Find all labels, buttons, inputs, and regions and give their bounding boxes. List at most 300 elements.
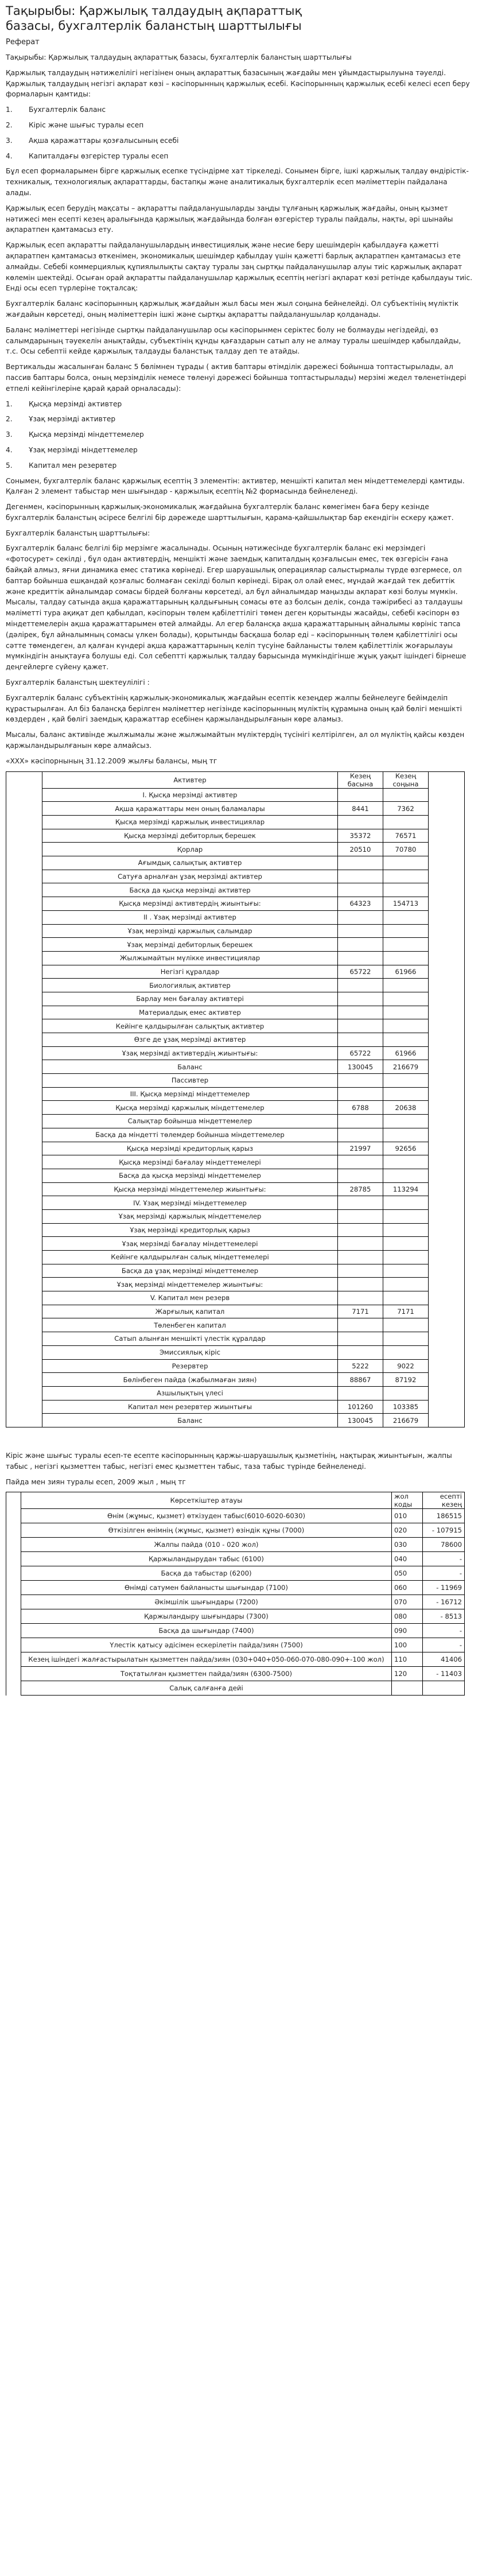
table-row bbox=[6, 1652, 465, 1667]
balance-sections-list bbox=[6, 399, 475, 471]
item-name-cell: Сатуға арналған ұзақ мерзімді активтер bbox=[42, 870, 338, 883]
end-value-cell: 9022 bbox=[383, 1359, 429, 1373]
item-name-cell: Қысқа мерзімді дебиторлық берешек bbox=[42, 829, 338, 843]
end-value-cell bbox=[383, 1278, 429, 1291]
period-value-cell: есепті кезең bbox=[423, 1492, 465, 1509]
indicator-name-cell: Салық салғанға дейі bbox=[21, 1681, 392, 1696]
table-row bbox=[6, 1209, 465, 1223]
end-value-cell bbox=[383, 910, 429, 924]
start-value-cell bbox=[338, 1074, 383, 1088]
table-row bbox=[6, 1046, 465, 1060]
item-name-cell: Салықтар бойынша міндеттемелер bbox=[42, 1115, 338, 1128]
end-value-cell bbox=[383, 1237, 429, 1251]
item-name-cell: Резервтер bbox=[42, 1359, 338, 1373]
indicator-name-cell: Басқа да шығындар (7400) bbox=[21, 1624, 392, 1638]
item-name-cell: Ақша қаражаттары мен оның баламалары bbox=[42, 802, 338, 816]
start-value-cell bbox=[338, 1386, 383, 1400]
table-row bbox=[6, 788, 465, 802]
end-value-cell bbox=[383, 1074, 429, 1088]
start-value-cell: 130045 bbox=[338, 1414, 383, 1427]
list-text: Капиталдағы өзгерістер туралы есеп bbox=[29, 152, 169, 160]
list-text: Қысқа мерзімді активтер bbox=[29, 399, 122, 408]
balance-section-item bbox=[6, 414, 475, 425]
table-frame-cell bbox=[6, 1523, 21, 1538]
item-name-cell: Басқа да ұзақ мерзімді міндеттемелер bbox=[42, 1264, 338, 1278]
table-frame-cell bbox=[429, 965, 465, 979]
start-value-cell bbox=[338, 1278, 383, 1291]
period-value-cell: - 107915 bbox=[423, 1523, 465, 1538]
item-name-cell: I. Қысқа мерзімді активтер bbox=[42, 788, 338, 802]
item-name-cell: Төленбеген капитал bbox=[42, 1318, 338, 1332]
end-value-cell bbox=[383, 1386, 429, 1400]
body-section-a bbox=[6, 166, 475, 394]
table-frame-cell bbox=[429, 1101, 465, 1115]
table-row bbox=[6, 1128, 465, 1142]
item-name-cell: Қысқа мерзімді қаржылық міндеттемелер bbox=[42, 1101, 338, 1115]
end-value-cell: 113294 bbox=[383, 1182, 429, 1196]
body-paragraph: Пайда мен зиян туралы есеп, 2009 жыл , мың тг bbox=[6, 1477, 186, 1486]
table-frame-cell bbox=[6, 816, 42, 829]
table-frame-cell bbox=[6, 1332, 42, 1346]
table-frame-cell bbox=[6, 1115, 42, 1128]
end-value-cell bbox=[383, 924, 429, 938]
table-frame-cell bbox=[429, 1060, 465, 1074]
table-frame-cell bbox=[429, 1142, 465, 1155]
page-title: Тақырыбы: Қаржылық талдаудың ақпараттық базасы, бухгалтерлік баланстың шарттылығы bbox=[6, 4, 302, 33]
list-text: Ұзақ мерзімді міндеттемелер bbox=[29, 445, 138, 454]
table-row bbox=[6, 816, 465, 829]
period-value-cell: - bbox=[423, 1552, 465, 1566]
list-text: Ақша қаражаттары қозғалысының есебі bbox=[29, 136, 179, 145]
indicator-name-cell: Қаржыландырудан табыс (6100) bbox=[21, 1552, 392, 1566]
start-value-cell bbox=[338, 1196, 383, 1210]
body-paragraph: Кіріс және шығыс туралы есеп-те есепте кәсіпорынның қаржы-шаруашылық қызметінің, нақтырақ жиынтығын, жалпы табыс , негізгі қызметтен табыс, негізгі емес қызметтен табыс, таза табыс түрінде бейнеленеді. bbox=[6, 1451, 452, 1471]
table-row bbox=[6, 856, 465, 870]
list-number: 4. bbox=[6, 445, 13, 454]
balance-section-item bbox=[6, 445, 475, 456]
line-code-cell: 020 bbox=[392, 1523, 423, 1538]
table-frame-cell bbox=[429, 1155, 465, 1169]
indicator-name-cell: Тоқтатылған қызметтен пайда/зиян (6300-7500) bbox=[21, 1667, 392, 1681]
table-row bbox=[6, 843, 465, 856]
indicator-name-cell: Қаржыландыру шығындары (7300) bbox=[21, 1609, 392, 1624]
item-name-cell: Эмиссиялық кіріс bbox=[42, 1345, 338, 1359]
item-name-cell: Кейінге қалдырылған салықтық активтер bbox=[42, 1019, 338, 1033]
table-row bbox=[6, 1332, 465, 1346]
table-frame-cell bbox=[6, 802, 42, 816]
table-frame-cell bbox=[6, 1223, 42, 1237]
start-value-cell bbox=[338, 1251, 383, 1264]
line-code-cell bbox=[392, 1681, 423, 1696]
item-name-cell: Басқа да қысқа мерзімді активтер bbox=[42, 883, 338, 897]
table-frame-cell bbox=[6, 788, 42, 802]
table-frame-cell bbox=[429, 1251, 465, 1264]
item-name-cell: Биологиялық активтер bbox=[42, 979, 338, 992]
table-row bbox=[6, 1359, 465, 1373]
end-value-cell: 216679 bbox=[383, 1060, 429, 1074]
indicator-name-cell: Үлестік қатысу әдісімен ескерілетін пайда/зиян (7500) bbox=[21, 1638, 392, 1652]
table-frame-cell bbox=[6, 1142, 42, 1155]
item-name-cell: Қысқа мерзімді активтердің жиынтығы: bbox=[42, 897, 338, 911]
end-value-cell: 103385 bbox=[383, 1400, 429, 1414]
body-paragraph: Бұл есеп формаларымен бірге қаржылық есепке түсіндірме хат тіркеледі. Сонымен бірге, ішкі қаржылық талдау өндірістік-техникалық, технологиялық ақпараттарды, бастапқы және аналитикалық бухгалтерлік есеп мәліметтерін пайдалана алады. bbox=[6, 167, 469, 197]
table-frame-cell bbox=[6, 1624, 21, 1638]
body-paragraph: Баланс мәліметтері негізінде сыртқы пайдаланушылар осы кәсіпорынмен серіктес болу не болмауды негіздейді, өз салымдарының тәуекелін анықтайды, субъектінің құнды қағаздарын сатып алу не алмау туралы шешімдер қабылдайды, т.с. Осы себептіі кейде қаржылық талдауды баланстық талдау деп те атайды. bbox=[6, 325, 461, 356]
end-value-cell bbox=[383, 992, 429, 1006]
table-frame-cell bbox=[429, 910, 465, 924]
start-value-cell bbox=[338, 1264, 383, 1278]
end-value-cell bbox=[383, 870, 429, 883]
table-frame-cell bbox=[429, 1278, 465, 1291]
balance-table bbox=[6, 771, 465, 1427]
table-frame-cell bbox=[6, 1169, 42, 1182]
item-name-cell: Ұзақ мерзімді қаржылық міндеттемелер bbox=[42, 1209, 338, 1223]
table-frame-cell bbox=[6, 1074, 42, 1088]
item-name-cell: Барлау мен бағалау активтері bbox=[42, 992, 338, 1006]
table-frame-cell bbox=[429, 1128, 465, 1142]
balance-section-item bbox=[6, 429, 475, 440]
start-value-cell bbox=[338, 1155, 383, 1169]
table-frame-cell bbox=[6, 1667, 21, 1681]
end-value-cell bbox=[383, 1251, 429, 1264]
table-row bbox=[6, 1400, 465, 1414]
indicator-name-cell: Өнімді сатумен байланысты шығындар (7100) bbox=[21, 1581, 392, 1595]
end-value-cell bbox=[383, 856, 429, 870]
period-value-cell: - 8513 bbox=[423, 1609, 465, 1624]
item-name-cell: II . Ұзақ мерзімді активтер bbox=[42, 910, 338, 924]
body-paragraph: Бухгалтерлік баланстың шектеулілігі : bbox=[6, 678, 150, 687]
body-paragraph: Сонымен, бухгалтерлік баланс қаржылық есептің 3 элементін: активтер, меншікті капитал мен міндеттемелерді қамтиды. Қалған 2 элемент табыстар мен шығындар - қаржылық есептің №2 формасында бейнеленеді. bbox=[6, 476, 465, 496]
table-row bbox=[6, 883, 465, 897]
start-value-cell bbox=[338, 1006, 383, 1019]
table-row bbox=[6, 1386, 465, 1400]
table-row bbox=[6, 1638, 465, 1652]
period-value-cell: - 11969 bbox=[423, 1581, 465, 1595]
table-row bbox=[6, 1552, 465, 1566]
table-row bbox=[6, 1414, 465, 1427]
start-value-cell: 7171 bbox=[338, 1305, 383, 1318]
table-frame-cell bbox=[6, 951, 42, 965]
item-name-cell: Қысқа мерзімді міндеттемелер жиынтығы: bbox=[42, 1182, 338, 1196]
start-value-cell bbox=[338, 938, 383, 952]
list-text: Қысқа мерзімді міндеттемелер bbox=[29, 430, 144, 439]
table-frame-cell bbox=[429, 1414, 465, 1427]
end-value-cell bbox=[383, 788, 429, 802]
table-row bbox=[6, 992, 465, 1006]
start-value-cell bbox=[338, 788, 383, 802]
table-frame-cell bbox=[429, 1237, 465, 1251]
document-page bbox=[0, 3, 486, 1696]
end-value-cell bbox=[383, 1169, 429, 1182]
table-frame-cell bbox=[6, 938, 42, 952]
table-frame-cell bbox=[429, 1087, 465, 1101]
list-number: 2. bbox=[6, 415, 13, 424]
table-row bbox=[6, 1019, 465, 1033]
balance-section-item bbox=[6, 460, 475, 471]
table-frame-cell bbox=[429, 1373, 465, 1387]
table-row bbox=[6, 1305, 465, 1318]
item-name-cell: Баланс bbox=[42, 1414, 338, 1427]
table-frame-cell bbox=[6, 883, 42, 897]
item-name-cell: Азшылықтың үлесі bbox=[42, 1386, 338, 1400]
end-value-cell: 92656 bbox=[383, 1142, 429, 1155]
line-code-cell: 030 bbox=[392, 1538, 423, 1552]
table-frame-cell bbox=[6, 1492, 21, 1509]
period-value-cell: - bbox=[423, 1566, 465, 1581]
table-frame-cell bbox=[429, 1006, 465, 1019]
end-value-cell bbox=[383, 1033, 429, 1047]
report-form-item bbox=[6, 120, 475, 131]
period-value-cell: 186515 bbox=[423, 1509, 465, 1523]
table-frame-cell bbox=[429, 1115, 465, 1128]
line-code-cell: 010 bbox=[392, 1509, 423, 1523]
table-frame-cell bbox=[429, 1291, 465, 1305]
start-value-cell bbox=[338, 816, 383, 829]
body-paragraph: Бухгалтерлік баланс субъектінің қаржылық-экономикалық жағдайын есептік кезеңдер жалпы бейнелеуге бейімделіп құрастырылған. Ал біз балансқа берілген мәліметтер негізінде кәсіпорынның мүліктің құрамына оның қай бөлігі меншікті көздерден , қай бөлігі заемдық қаражаттар есебінен қаржыландырылғанын көре аламыз. bbox=[6, 693, 462, 724]
table-frame-cell bbox=[6, 1566, 21, 1581]
table-frame-cell bbox=[6, 1638, 21, 1652]
end-value-cell bbox=[383, 1006, 429, 1019]
item-name-cell: Баланс bbox=[42, 1060, 338, 1074]
item-name-cell: Басқа да міндетті төлемдер бойынша міндеттемелер bbox=[42, 1128, 338, 1142]
list-number: 5. bbox=[6, 461, 13, 470]
table-frame-cell bbox=[429, 1345, 465, 1359]
start-value-cell: 6788 bbox=[338, 1101, 383, 1115]
table-row bbox=[6, 1223, 465, 1237]
item-name-cell: Басқа да қысқа мерзімді міндеттемелер bbox=[42, 1169, 338, 1182]
list-text: Ұзақ мерзімді активтер bbox=[29, 415, 116, 424]
table-row bbox=[6, 1681, 465, 1696]
report-form-item bbox=[6, 135, 475, 146]
start-value-cell: 101260 bbox=[338, 1400, 383, 1414]
start-value-cell bbox=[338, 1237, 383, 1251]
table-frame-cell bbox=[6, 1033, 42, 1047]
item-name-cell: Ұзақ мерзімді активтердің жиынтығы: bbox=[42, 1046, 338, 1060]
line-code-cell: 120 bbox=[392, 1667, 423, 1681]
start-value-cell: 8441 bbox=[338, 802, 383, 816]
start-value-cell bbox=[338, 951, 383, 965]
list-number: 4. bbox=[6, 152, 13, 160]
end-value-cell bbox=[383, 1087, 429, 1101]
item-name-cell: Негізгі құралдар bbox=[42, 965, 338, 979]
item-name-cell: Капитал мен резервтер жиынтығы bbox=[42, 1400, 338, 1414]
item-name-cell: Жарғылық капитал bbox=[42, 1305, 338, 1318]
table-frame-cell bbox=[6, 1264, 42, 1278]
start-value-cell bbox=[338, 1033, 383, 1047]
table-row bbox=[6, 1509, 465, 1523]
body-paragraph: Мысалы, баланс активінде жылжымалы және жылжымайтын мүліктердің түсінігі келтірілген, ал ол мүліктің қайсы көзден қаржыландырылғанын көре алмайсыз. bbox=[6, 731, 465, 750]
list-number: 1. bbox=[6, 399, 13, 408]
table-frame-cell bbox=[429, 951, 465, 965]
indicator-name-cell: Өткізілген өнімнің (жұмыс, қызмет) өзіндік құны (7000) bbox=[21, 1523, 392, 1538]
end-value-cell bbox=[383, 1196, 429, 1210]
end-value-cell: 216679 bbox=[383, 1414, 429, 1427]
indicator-name-cell: Өнім (жұмыс, қызмет) өткізуден табыс(6010-6020-6030) bbox=[21, 1509, 392, 1523]
table-header-row bbox=[6, 771, 465, 788]
start-value-cell bbox=[338, 1019, 383, 1033]
indicator-name-cell: Әкімшілік шығындары (7200) bbox=[21, 1595, 392, 1609]
table-frame-cell bbox=[6, 1196, 42, 1210]
table-row bbox=[6, 1169, 465, 1182]
end-value-cell bbox=[383, 1223, 429, 1237]
table-frame-cell bbox=[6, 965, 42, 979]
table-frame-cell bbox=[6, 1155, 42, 1169]
table-row bbox=[6, 924, 465, 938]
report-form-item bbox=[6, 104, 475, 115]
table-frame-cell bbox=[6, 1251, 42, 1264]
table-row bbox=[6, 1115, 465, 1128]
start-value-cell: 21997 bbox=[338, 1142, 383, 1155]
table-frame-cell bbox=[6, 1006, 42, 1019]
table-row bbox=[6, 938, 465, 952]
table-frame-cell bbox=[429, 1386, 465, 1400]
start-value-cell: 65722 bbox=[338, 1046, 383, 1060]
table-row bbox=[6, 1538, 465, 1552]
end-value-cell bbox=[383, 979, 429, 992]
table-frame-cell bbox=[6, 1359, 42, 1373]
start-value-cell bbox=[338, 1223, 383, 1237]
table-frame-cell bbox=[6, 771, 42, 788]
table-frame-cell bbox=[6, 829, 42, 843]
table-frame-cell bbox=[6, 856, 42, 870]
table-row bbox=[6, 1291, 465, 1305]
period-value-cell: - bbox=[423, 1638, 465, 1652]
end-value-cell bbox=[383, 938, 429, 952]
body-paragraph: Бухгалтерлік баланстың шарттылығы: bbox=[6, 529, 150, 537]
indicator-name-cell: Көрсеткіштер атауы bbox=[21, 1492, 392, 1509]
period-value-cell: 78600 bbox=[423, 1538, 465, 1552]
start-value-cell bbox=[338, 1332, 383, 1346]
table-row bbox=[6, 1581, 465, 1595]
end-value-cell: 20638 bbox=[383, 1101, 429, 1115]
list-number: 3. bbox=[6, 136, 13, 145]
table-frame-cell bbox=[429, 1196, 465, 1210]
table-frame-cell bbox=[6, 1373, 42, 1387]
table-frame-cell bbox=[429, 856, 465, 870]
end-value-cell bbox=[383, 1128, 429, 1142]
table-frame-cell bbox=[429, 1400, 465, 1414]
table-frame-cell bbox=[429, 938, 465, 952]
start-value-cell bbox=[338, 979, 383, 992]
line-code-cell: 070 bbox=[392, 1595, 423, 1609]
table-frame-cell bbox=[6, 1046, 42, 1060]
table-row bbox=[6, 1373, 465, 1387]
end-value-cell: 87192 bbox=[383, 1373, 429, 1387]
item-name-cell: Ұзақ мерзімді кредиторлық қарыз bbox=[42, 1223, 338, 1237]
start-value-cell bbox=[338, 1345, 383, 1359]
table-frame-cell bbox=[6, 1182, 42, 1196]
table-row bbox=[6, 1006, 465, 1019]
table-frame-cell bbox=[429, 924, 465, 938]
indicator-name-cell: Кезең ішіндегі жалғастырылатын қызметтен пайда/зиян (030+040+050-060-070-080-090+-100 жол) bbox=[21, 1652, 392, 1667]
item-name-cell: III. Қысқа мерзімді міндеттемелер bbox=[42, 1087, 338, 1101]
table-frame-cell bbox=[429, 1046, 465, 1060]
table-frame-cell bbox=[6, 1345, 42, 1359]
item-name-cell: Қысқа мерзімді кредиторлық қарыз bbox=[42, 1142, 338, 1155]
end-value-cell: 61966 bbox=[383, 1046, 429, 1060]
item-name-cell: Ұзақ мерзімді бағалау міндеттемелері bbox=[42, 1237, 338, 1251]
table-frame-cell bbox=[429, 1223, 465, 1237]
list-number: 1. bbox=[6, 106, 13, 114]
start-value-cell: Кезең басына bbox=[338, 771, 383, 788]
start-value-cell bbox=[338, 992, 383, 1006]
table-row bbox=[6, 1667, 465, 1681]
table-frame-cell bbox=[6, 924, 42, 938]
table-frame-cell bbox=[429, 979, 465, 992]
end-value-cell bbox=[383, 1264, 429, 1278]
body-paragraph: Вертикальды жасалынған баланс 5 бөлімнен тұрады ( актив баптары өтімділік дәрежесі бойынша топтастырылады, ал пассив баптары болса, оның мерзімділік немесе төленуі дәрежесі бойынша топтастырылады) мерзімі жедел төленетіндері етпелі кейінгілеріне қарай қарай орналасады): bbox=[6, 363, 466, 393]
table-row bbox=[6, 1624, 465, 1638]
table-row bbox=[6, 1609, 465, 1624]
period-value-cell: - 11403 bbox=[423, 1667, 465, 1681]
table-frame-cell bbox=[6, 897, 42, 911]
item-name-cell: Кейінге қалдырылған салық міндеттемелері bbox=[42, 1251, 338, 1264]
start-value-cell bbox=[338, 910, 383, 924]
table-frame-cell bbox=[429, 883, 465, 897]
line-code-cell: 080 bbox=[392, 1609, 423, 1624]
table-row bbox=[6, 1523, 465, 1538]
table-frame-cell bbox=[6, 1101, 42, 1115]
table-frame-cell bbox=[6, 1414, 42, 1427]
table-row bbox=[6, 1566, 465, 1581]
table-row bbox=[6, 979, 465, 992]
table-frame-cell bbox=[429, 870, 465, 883]
end-value-cell: 7362 bbox=[383, 802, 429, 816]
item-name-cell: Активтер bbox=[42, 771, 338, 788]
start-value-cell: 130045 bbox=[338, 1060, 383, 1074]
start-value-cell bbox=[338, 1209, 383, 1223]
table-frame-cell bbox=[6, 1291, 42, 1305]
line-code-cell: 110 bbox=[392, 1652, 423, 1667]
list-text: Кіріс және шығыс туралы есеп bbox=[29, 121, 144, 129]
table-frame-cell bbox=[6, 1509, 21, 1523]
table-frame-cell bbox=[429, 771, 465, 788]
table-row bbox=[6, 1345, 465, 1359]
table-frame-cell bbox=[6, 1087, 42, 1101]
start-value-cell bbox=[338, 870, 383, 883]
table-row bbox=[6, 870, 465, 883]
table-frame-cell bbox=[6, 1237, 42, 1251]
body-paragraph: Бухгалтерлік баланс кәсіпорынның қаржылық жағдайын жыл басы мен жыл соңына бейнелейді. Ол субъектінің мүліктік жағдайын көрсетеді, оның мәліметтерін ішкі және сыртқы ақпаратты пайдаланушылар қолданады. bbox=[6, 300, 459, 319]
table-row bbox=[6, 910, 465, 924]
end-value-cell: 7171 bbox=[383, 1305, 429, 1318]
table-frame-cell bbox=[429, 816, 465, 829]
table-row bbox=[6, 1087, 465, 1101]
period-value-cell: 41406 bbox=[423, 1652, 465, 1667]
end-value-cell: 76571 bbox=[383, 829, 429, 843]
start-value-cell bbox=[338, 1169, 383, 1182]
table-frame-cell bbox=[429, 1305, 465, 1318]
list-number: 3. bbox=[6, 430, 13, 439]
item-name-cell: Материалдық емес активтер bbox=[42, 1006, 338, 1019]
table-row bbox=[6, 1155, 465, 1169]
table-frame-cell bbox=[429, 1209, 465, 1223]
table-frame-cell bbox=[6, 1538, 21, 1552]
item-name-cell: IV. Ұзақ мерзімді міндеттемелер bbox=[42, 1196, 338, 1210]
end-value-cell bbox=[383, 1209, 429, 1223]
body-paragraph: Қаржылық есеп берудің мақсаты – ақпаратты пайдаланушыларды заңды тұлғаның қаржылық жағдайы, оның қызмет нәтижесі мен есепті кезең аралығында қаржылық жағдайында болған өзгерістер туралы пайдалы, нақты, әрі шынайы ақпаратпен қамтамасыз ету. bbox=[6, 204, 453, 234]
table-frame-cell bbox=[6, 1128, 42, 1142]
table-frame-cell bbox=[429, 829, 465, 843]
table-row bbox=[6, 1237, 465, 1251]
table-row bbox=[6, 1074, 465, 1088]
table-row bbox=[6, 1060, 465, 1074]
body-section-b bbox=[6, 476, 475, 751]
item-name-cell: Өзге де ұзақ мерзімді активтер bbox=[42, 1033, 338, 1047]
income-statement-table bbox=[6, 1492, 465, 1696]
table-row bbox=[6, 1033, 465, 1047]
table-frame-cell bbox=[6, 1552, 21, 1566]
